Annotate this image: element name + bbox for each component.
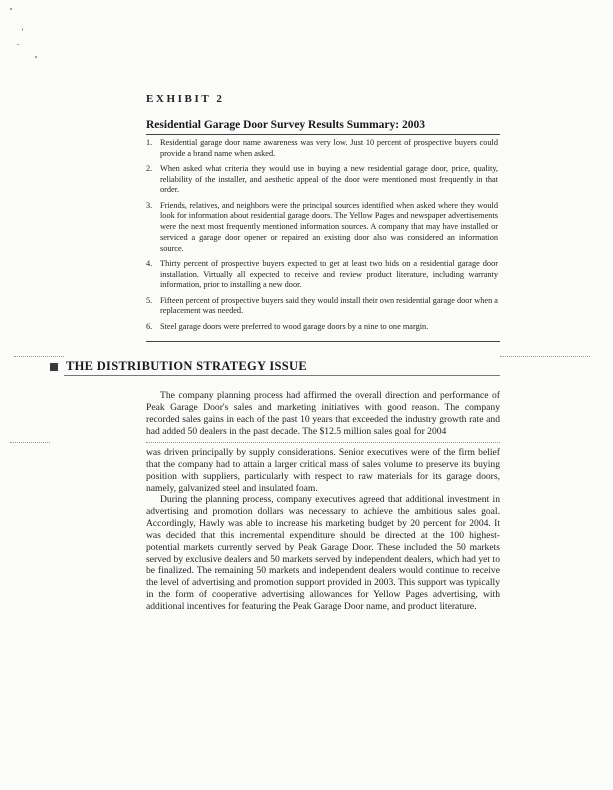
list-item-text: Steel garage doors were preferred to wood garage doors by a nine to one margin. [160, 321, 429, 331]
list-item-number: 1. [146, 138, 153, 147]
scan-speck [17, 44, 19, 45]
list-item-number: 5. [146, 295, 153, 305]
list-item-text: When asked what criteria they would use in buying a new residential garage door, price, quality, reliability of the installer, and aesthetic appeal of the door were mentioned most frequently in that order. [160, 164, 498, 195]
scan-artifact-line [146, 442, 500, 443]
list-item-number: 2. [146, 164, 153, 173]
list-item [146, 259, 498, 291]
exhibit-bottom-rule [146, 341, 500, 342]
scan-artifact-line [14, 356, 64, 357]
list-item [146, 138, 498, 159]
scan-speck [10, 8, 12, 10]
section-heading: THE DISTRIBUTION STRATEGY ISSUE [66, 359, 307, 373]
scan-speck [22, 28, 23, 31]
paragraph-text: During the planning process, company executives agreed that additional investment in advertising and promotion dollars was necessary to achieve the ambitious sales goal. Accordingly, Hawly was able to increase his marketing budget by 20 percent for 2004. It was decided that this incremental expenditure should be directed at the 100 highest-potential markets currently served by Peak Garage Door. These included the 50 markets served by exclusive dealers and 50 markets served by independent dealers, which had yet to be finalized. The remaining 50 markets and independent dealers would continue to receive the level of advertising and promotion support provided in 2003. This support was typically in the form of cooperative advertising allowances for Yellow Pages advertising, with additional incentives for featuring the Peak Garage Door name, and product literature. [146, 494, 500, 612]
list-item-text: Friends, relatives, and neighbors were the principal sources identified when asked where they would look for information about residential garage doors. The Yellow Pages and newspaper advertisements were the next most frequently mentioned information sources. A company that may have installed or serviced a garage door opener or repaired an existing door also was considered an information source. [160, 200, 498, 253]
body-paragraph-2 [146, 447, 500, 613]
list-item [146, 296, 498, 317]
exhibit-label: EXHIBIT 2 [146, 93, 225, 105]
list-item-number: 4. [146, 258, 153, 268]
list-item-number: 6. [146, 321, 153, 331]
list-item [146, 201, 498, 255]
list-item-text: Fifteen percent of prospective buyers said they would install their own residential garage door when a replacement was needed. [160, 295, 498, 316]
exhibit-title: Residential Garage Door Survey Results Summary: 2003 [146, 119, 425, 131]
list-item [146, 164, 498, 196]
list-item-text: Thirty percent of prospective buyers expected to get at least two bids on a residential garage door installation. Virtually all expected to receive and review product literature, including warranty information, prior to installing a new door. [160, 258, 498, 290]
body-paragraph-1 [146, 390, 500, 437]
scan-artifact-line [500, 356, 590, 357]
paragraph-text: The company planning process had affirmed the overall direction and performance of Peak Garage Door's sales and marketing initiatives with good reason. The company recorded sales gains in each of the past 10 years that exceeded the industry growth rate and had added 50 dealers in the past decade. The $12.5 million sales goal for 2004 [146, 390, 500, 437]
survey-results-list [146, 138, 498, 337]
paragraph-text: was driven principally by supply considerations. Senior executives were of the firm belief that the company had to attain a larger critical mass of sales volume to preserve its buying position with suppliers, particularly with respect to raw materials for its garage doors, namely, galvanized steel and insulated foam. [146, 447, 500, 494]
exhibit-top-rule [146, 134, 500, 135]
list-item [146, 322, 498, 333]
list-item-text: Residential garage door name awareness was very low. Just 10 percent of prospective buyers could provide a brand name when asked. [160, 138, 498, 158]
section-heading-rule [64, 375, 500, 376]
list-item-number: 3. [146, 200, 153, 210]
scan-speck [35, 56, 37, 58]
scan-artifact-line [10, 442, 50, 443]
section-bullet-icon [50, 363, 58, 371]
